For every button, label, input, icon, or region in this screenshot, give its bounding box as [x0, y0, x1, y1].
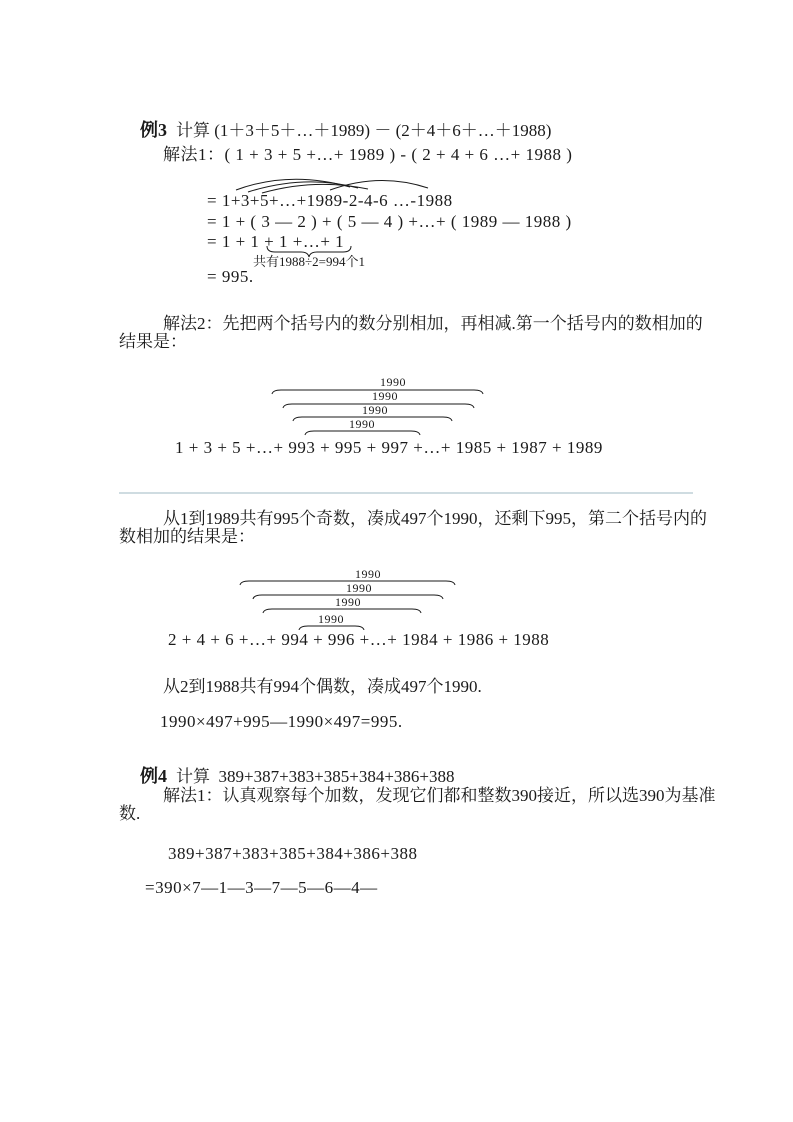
example3-problem: 计算 (1＋3＋5＋…＋1989) － (2＋4＋6＋…＋1988) — [176, 121, 552, 140]
example3-label: 例3 — [140, 120, 167, 140]
diagram1-brace-label-2: 1990 — [372, 389, 398, 403]
step1-line: = 1+3+5+…+1989-2-4-6 …-1988 — [207, 191, 453, 210]
diagram2-brace-label-1: 1990 — [355, 567, 381, 581]
diagram2-brace-label-4: 1990 — [318, 612, 344, 626]
diagram1-brace-label-3: 1990 — [362, 403, 388, 417]
example4-formula2: =390×7—1—3—7—5—6—4— — [145, 878, 378, 897]
underbrace-note: 共有1988÷2=994个1 — [253, 254, 365, 269]
example4-problem: 计算 389+387+383+385+384+386+388 — [176, 767, 455, 786]
solution1-head: 解法1：( 1 + 3 + 5 +…+ 1989 ) - ( 2 + 4 + 6 …+ 1988 ) — [163, 145, 573, 164]
step4-line: = 995. — [207, 267, 254, 286]
diagram2-brace-label-2: 1990 — [346, 581, 372, 595]
example4-para1-line1: 解法1：认真观察每个加数，发现它们都和整数390接近，所以选390为基准 — [163, 786, 716, 805]
solution2-para1-line1: 解法2：先把两个括号内的数分别相加，再相减.第一个括号内的数相加的 — [163, 314, 703, 333]
solution2-para3: 从2到1988共有994个偶数，凑成497个1990. — [163, 677, 482, 696]
diagram1-brace-label-1: 1990 — [380, 375, 406, 389]
diagram1-brace-label-4: 1990 — [349, 417, 375, 431]
solution2-para1-line2: 结果是： — [119, 332, 187, 351]
solution2-result: 1990×497+995—1990×497=995. — [160, 712, 403, 731]
diagram2-formula: 2 + 4 + 6 +…+ 994 + 996 +…+ 1984 + 1986 + 1988 — [168, 630, 550, 649]
example4-para1-line2: 数. — [119, 804, 141, 823]
example4-label: 例4 — [140, 766, 167, 786]
step2-line: = 1 + ( 3 — 2 ) + ( 5 — 4 ) +…+ ( 1989 — 1988 ) — [207, 212, 572, 231]
section-divider — [119, 492, 693, 494]
step3-line: = 1 + 1 + 1 +…+ 1 — [207, 232, 345, 251]
diagram1-formula: 1 + 3 + 5 +…+ 993 + 995 + 997 +…+ 1985 + 1987 + 1989 — [175, 438, 603, 457]
example4-formula1: 389+387+383+385+384+386+388 — [168, 844, 418, 863]
solution2-para2-line1: 从1到1989共有995个奇数，凑成497个1990，还剩下995，第二个括号内的 — [163, 509, 707, 528]
diagram2-brace-label-3: 1990 — [335, 595, 361, 609]
solution2-para2-line2: 数相加的结果是： — [119, 527, 255, 546]
